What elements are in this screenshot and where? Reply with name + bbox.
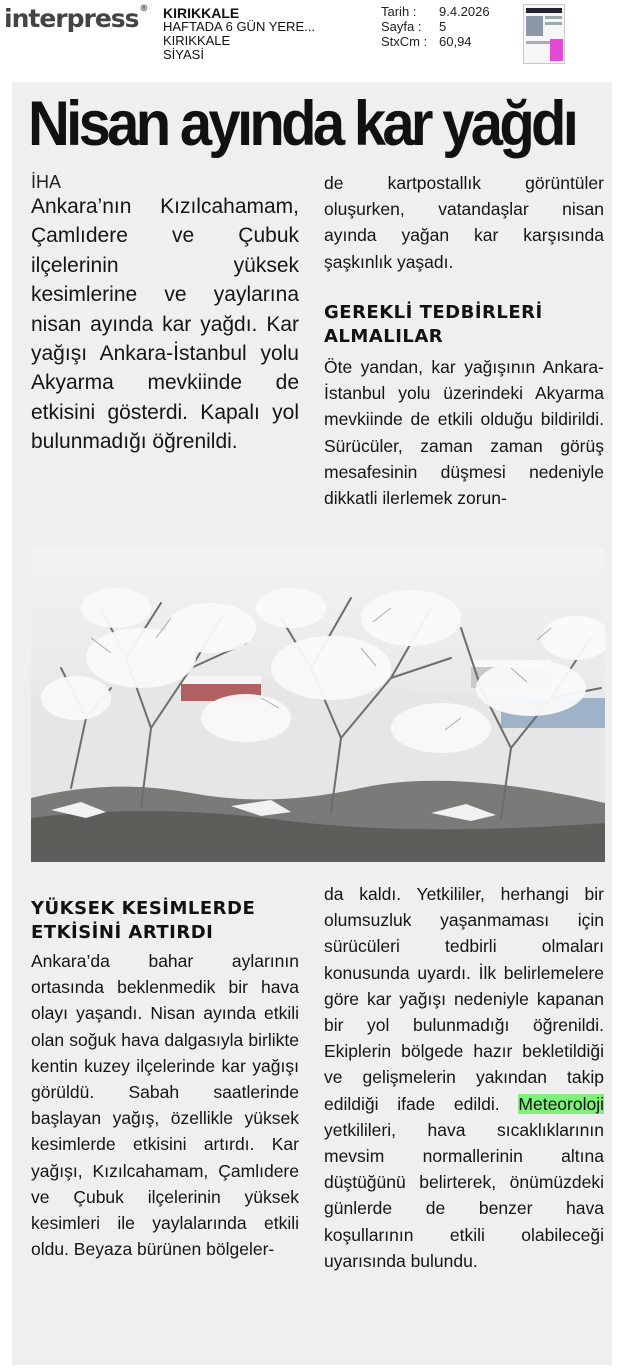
- page-thumbnail[interactable]: [523, 4, 565, 64]
- subheading-yuksek-kesimlerde: YÜKSEK KESİMLERDE ETKİSİNİ ARTIRDI: [31, 898, 256, 943]
- clipping-meta: [381, 4, 490, 49]
- clipping-header: [0, 0, 642, 72]
- lead-paragraph: Ankara’nın Kızılcahamam, Çamlıdere ve Çubuk ilçelerinin yüksek kesimlerine ve yaylarına nisan ayında kar yağdı. Kar yağışı Ankara-İstanbul yolu Akyarma mevkiinde de etkisini gösterdi. Kapalı yol bulunmadığı öğrenildi.: [31, 195, 299, 454]
- registered-mark: ®: [139, 4, 148, 14]
- meta-page: Sayfa : 5: [381, 19, 447, 34]
- subheading-gerekli-tedbirleri: GEREKLİ TEDBİRLERİ ALMALILAR: [324, 302, 543, 347]
- publication-info: [163, 6, 315, 62]
- logo-text: interpress: [4, 4, 139, 33]
- column2-paragraph: Öte yandan, kar yağışının Ankara-İstanbul yolu üzerindeki Akyarma mevkiinde de etkili olduğu bildirildi. Sürücüler, zaman zaman görüş mesafesinin düşmesi nedeniyle dikkatli ilerlemek zorun-: [324, 357, 604, 509]
- publication-name: HAFTADA 6 GÜN YERE...: [163, 19, 315, 34]
- publication-region: KIRIKKALE: [163, 33, 231, 48]
- headline: Nisan ayında kar yağdı: [28, 89, 576, 159]
- agency-byline: İHA: [31, 172, 62, 192]
- column2-bottom-paragraph: da kaldı. Yetkililer, herhangi bir olumsuzluk yaşanmaması için sürücüleri tedbirli olmaları konusunda uyardı. İlk belirlemelere göre kar yağışı nedeniyle kapanan bir yol bulunmadığı öğrenildi. Ekiplerin bölgede hazır bekletildiği ve gelişmelerin yakından takip edildiği ifade edildi. Meteoroloji yetkilileri, hava sıcaklıklarının mevsim normallerinin altına düştüğünü belirterek, önümüzdeki günlerde de benzer hava koşullarının etkili olabileceği uyarısında bulundu.: [324, 884, 604, 1271]
- column2-top-paragraph: de kartpostallık görüntüler oluşurken, vatandaşlar nisan ayında yağan kar karşısında şaşkınlık yaşadı.: [324, 173, 604, 272]
- meta-size: StxCm : 60,94: [381, 34, 472, 49]
- interpress-logo: [4, 4, 148, 33]
- snow-photo: [31, 548, 605, 862]
- highlighted-keyword[interactable]: Meteoroloji: [518, 1093, 604, 1114]
- snow-covered-trees-image: [31, 548, 605, 862]
- publication-city: KIRIKKALE: [163, 5, 240, 21]
- news-clipping: [12, 82, 612, 1365]
- column1-bottom-paragraph: Ankara’da bahar aylarının ortasında beklenmedik bir hava olayı yaşandı. Nisan ayında etkili olan soğuk hava dalgasıyla birlikte kentin kuzey ilçelerinde kar yağışı görüldü. Sabah saatlerinde başlayan yağış, özellikle yüksek kesimlerde etkisini artırdı. Kar yağışı, Kızılcahamam, Çamlıdere ve Çubuk ilçelerinin yüksek kesimleri ile yaylalarında etkili oldu. Beyaza bürünen bölgeler-: [31, 951, 299, 1260]
- publication-category: SİYASİ: [163, 47, 204, 62]
- meta-date: Tarih : 9.4.2026: [381, 4, 490, 19]
